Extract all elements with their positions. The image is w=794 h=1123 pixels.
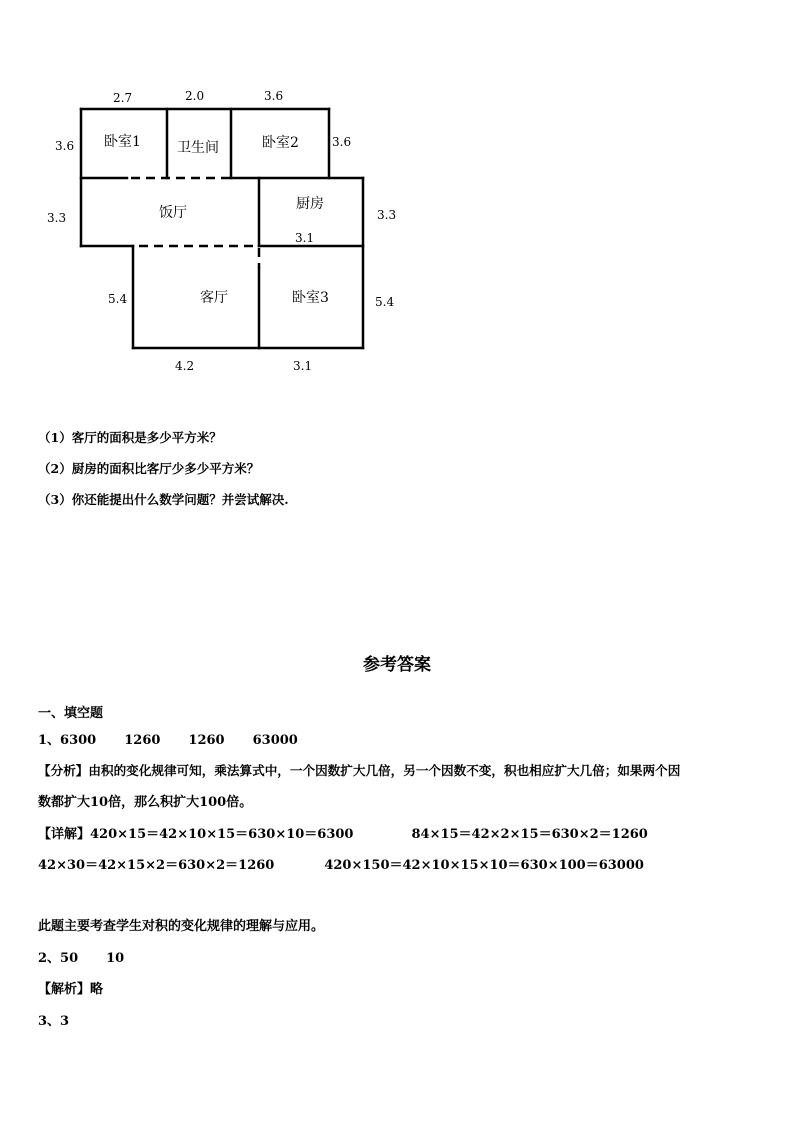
question-2: （2）厨房的面积比客厅少多少平方米？	[38, 461, 260, 476]
detail-line-2	[38, 854, 644, 873]
answer-1-value: 6300	[60, 733, 97, 748]
section-heading: 一、填空题	[38, 706, 104, 721]
answer-1	[38, 729, 298, 748]
analysis-line-2: 数都扩大10倍，那么积扩大100倍。	[38, 795, 253, 810]
floor-plan-diagram	[0, 0, 794, 400]
detail-2b: 420×150＝42×10×15×10＝630×100＝63000	[324, 858, 644, 873]
answer-2-analysis: 【解析】略	[38, 982, 104, 997]
answer-1-value: 1260	[124, 733, 161, 748]
dim-left-bedroom1: 3.6	[55, 139, 75, 153]
answer-1-value: 63000	[252, 733, 298, 748]
summary: 此题主要考查学生对积的变化规律的理解与应用。	[38, 919, 325, 934]
answer-2-value: 10	[106, 951, 125, 966]
analysis-line-1: 【分析】由积的变化规律可知，乘法算式中，一个因数扩大几倍，另一个因数不变，积也相应扩大几倍；如果两个因	[38, 763, 681, 778]
answer-2-value: 50	[60, 951, 79, 966]
room-dining-label: 饭厅	[159, 205, 187, 221]
dim-top-3: 3.6	[264, 89, 284, 103]
question-1: （1）客厅的面积是多少平方米？	[38, 430, 222, 445]
answer-2	[38, 947, 124, 966]
dim-kitchen-bottom: 3.1	[295, 231, 315, 245]
answer-2-number: 2、	[38, 951, 61, 966]
answer-1-number: 1、	[38, 733, 61, 748]
dim-right-bedroom2: 3.6	[332, 135, 352, 149]
answers-title: 参考答案	[363, 655, 431, 675]
dim-left-dining: 3.3	[47, 211, 67, 225]
answer-3	[38, 1010, 69, 1029]
detail-1a: 【详解】420×15＝42×10×15＝630×10＝6300	[38, 827, 354, 842]
room-bedroom1-label: 卧室1	[104, 134, 141, 150]
dim-bottom-living: 4.2	[175, 359, 195, 373]
dim-right-kitchen: 3.3	[377, 208, 397, 222]
answer-3-value: 3	[60, 1014, 70, 1029]
room-bathroom-label: 卫生间	[177, 140, 219, 156]
detail-line-1	[38, 823, 648, 842]
dim-bottom-bedroom3: 3.1	[293, 359, 313, 373]
detail-1b: 84×15＝42×2×15＝630×2＝1260	[411, 827, 648, 842]
room-bedroom3-label: 卧室3	[292, 290, 329, 306]
dim-left-living: 5.4	[108, 292, 128, 306]
answer-3-number: 3、	[38, 1014, 61, 1029]
room-kitchen-label: 厨房	[296, 196, 324, 212]
answer-1-value: 1260	[188, 733, 225, 748]
dim-top-1: 2.7	[113, 91, 133, 105]
room-bedroom2-label: 卧室2	[262, 135, 299, 151]
dim-right-bedroom3: 5.4	[375, 295, 395, 309]
room-living-label: 客厅	[200, 290, 228, 306]
question-3: （3）你还能提出什么数学问题？并尝试解决.	[38, 492, 289, 507]
dim-top-2: 2.0	[185, 89, 205, 103]
detail-2a: 42×30＝42×15×2＝630×2＝1260	[38, 858, 275, 873]
